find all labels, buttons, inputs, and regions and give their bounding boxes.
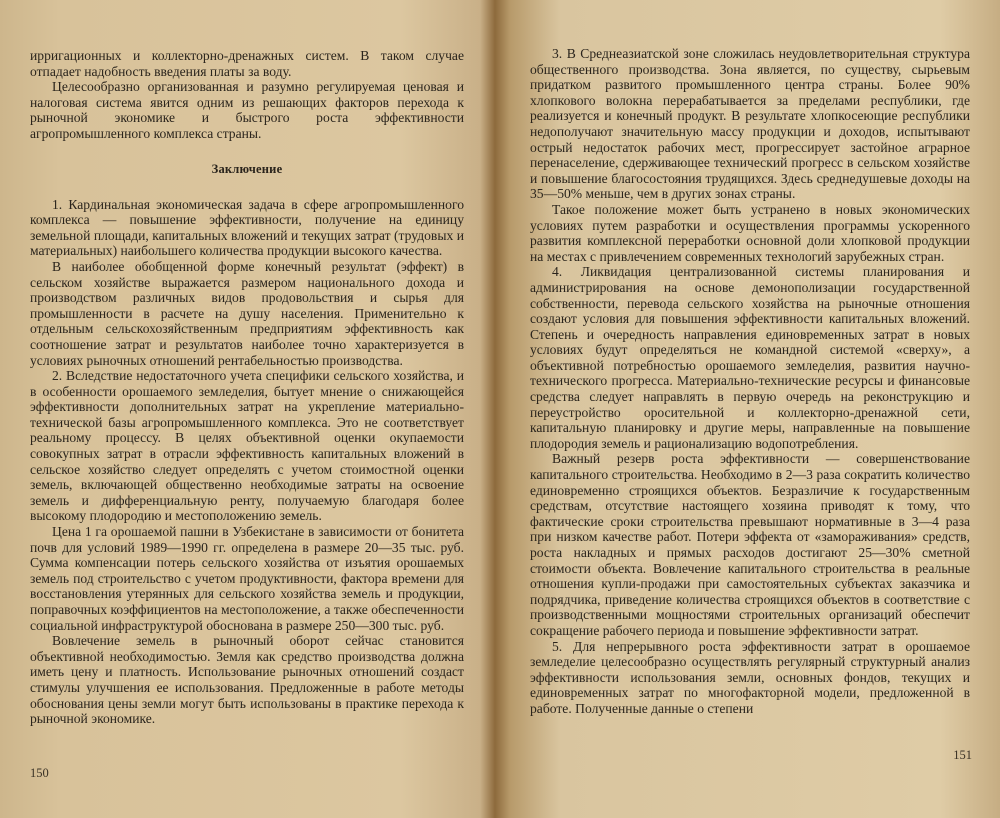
paragraph-result: В наиболее обобщенной форме конечный результат (эффект) в сельском хозяйстве выражается размером национального дохода и производством различных видов продовольствия и сырья для промышленности в расчете на душу населения. Применительно к отдельным сельскохозяйственным предприятиям эффективность как соотношение затрат и результатов наиболее точно характеризуется в условиях рыночных отношений рентабельностью производства. — [30, 258, 464, 368]
paragraph-4: 4. Ликвидация централизованной системы планирования и администрирования на основе демонополизации государственной собственности, перевода сельского хозяйства на рыночные отношения создают условия для повышения эффективности капитальных вложений. Степень и очередность направления единовременных затрат в новых условиях будут определяться не командной системой «сверху», а объективной потребностью орошаемого земледелия, развития научно-технического прогресса. Материально-технические ресурсы и финансовые средства следует направлять в первую очередь на реконструкцию и переустройство оросительной и коллекторно-дренажной сети, капитальную планировку и другие меры, направленные на повышение плодородия земель и рационализацию водопотребления. — [530, 264, 970, 451]
left-page — [0, 0, 490, 818]
paragraph-land-market: Вовлечение земель в рыночный оборот сейчас становится объективной необходимостью. Земля как средство производства должна иметь цену и платность. Использование рыночных отношений создаст стимулы улучшения ее использования. Предложенные в работе методы обоснования цены земли могут быть использованы в практике перехода к рыночной экономике. — [30, 633, 464, 727]
paragraph-land-price: Цена 1 га орошаемой пашни в Узбекистане в зависимости от бонитета почв для условий 1989—1990 гг. определена в размере 20—35 тыс. руб. Сумма компенсации потерь сельского хозяйства от изъятия орошаемых земель под строительство с учетом продуктивности, фактора времени для восстановления утерянных для сельского хозяйства земель и продукции, поправочных коэффициентов на местоположение, а также обеспеченности социальной инфраструктурой обоснована в размере 250—300 тыс. руб. — [30, 524, 464, 633]
paragraph-3: 3. В Среднеазиатской зоне сложилась неудовлетворительная структура общественного производства. Зона является, по существу, сырьевым придатком развитого промышленного центра страны. Более 90% хлопкового волокна перерабатывается за пределами республики, где реализуется и конечный продукт. В результате хлопкосеющие республики недополучают значительную массу продукции и доходов, испытывают острый недостаток рабочих мест, прогрессирует застойное аграрное перенаселение, сдерживающее технический прогресс в сельском хозяйстве и повышение благосостояния трудящихся. Здесь среднедушевые доходы на 35—50% меньше, чем в других зонах страны. — [530, 46, 970, 202]
paragraph-2: 2. Вследствие недостаточного учета специфики сельского хозяйства, и в особенности орошаемого земледелия, бытует мнение о снижающейся эффективности дополнительных затрат на укрепление материально-технической базы агропромышленного комплекса. Это не соответствует реальному процессу. В целях объективной оценки окупаемости совокупных затрат в отрасли эффективность капитальных вложений в сельское хозяйство следует определять с учетом стоимостной оценки земель, включающей общественно необходимые затраты на освоение земель и дифференциальную ренту, получаемую благодаря более высокому плодородию и местоположению земель. — [30, 368, 464, 524]
paragraph-pricing-tax: Целесообразно организованная и разумно регулируемая ценовая и налоговая система явится одним из решающих факторов перехода к рыночной экономике и быстрого роста эффективности агропромышленного комплекса страны. — [30, 79, 464, 141]
paragraph-1: 1. Кардинальная экономическая задача в сфере агропромышленного комплекса — повышение эффективности, получение на единицу земельной площади, капитальных вложений и текущих затрат (трудовых и материальных) наибольшего количества продукции высокого качества. — [30, 196, 464, 259]
page-number-right: 151 — [953, 748, 972, 762]
page-number-left: 150 — [30, 766, 49, 780]
paragraph-5: 5. Для непрерывного роста эффективности затрат в орошаемое земледелие целесообразно осуществлять регулярный структурный анализ эффективности использования земли, основных фондов, текущих и единовременных затрат по многофакторной модели, предложенной в работе. Полученные данные о степени — [530, 638, 970, 716]
paragraph-solution: Такое положение может быть устранено в новых экономических условиях путем разработки и осуществления программы ускоренного развития комплексной переработки основной доли хлопковой продукции на местах с привлечением современных технологий зарубежных стран. — [530, 201, 970, 264]
section-heading: Заключение — [211, 161, 283, 176]
paragraph-continued: ирригационных и коллекторно-дренажных систем. В таком случае отпадает надобность введения платы за воду. — [30, 48, 464, 79]
right-page — [508, 0, 1000, 818]
paragraph-construction: Важный резерв роста эффективности — совершенствование капитального строительства. Необходимо в 2—3 раза сократить количество единовременно строящихся объектов. Безразличие к государственным средствам, отсутствие настоящего хозяина приводят к тому, что фактические сроки строительства превышают нормативные в 3—4 раза при низком качестве работ. Потери эффекта от «замораживания» средств, роста накладных и прямых расходов достигают 25—30% сметной стоимости объекта. Вовлечение капитального строительства в реальные отношения купли-продажи при самостоятельных субъектах заказчика и подрядчика, приведение количества строящихся объектов в соответствие с производственными мощностями строительных организаций обеспечит сокращение рабочего периода и повышение эффективности затрат. — [530, 451, 970, 638]
